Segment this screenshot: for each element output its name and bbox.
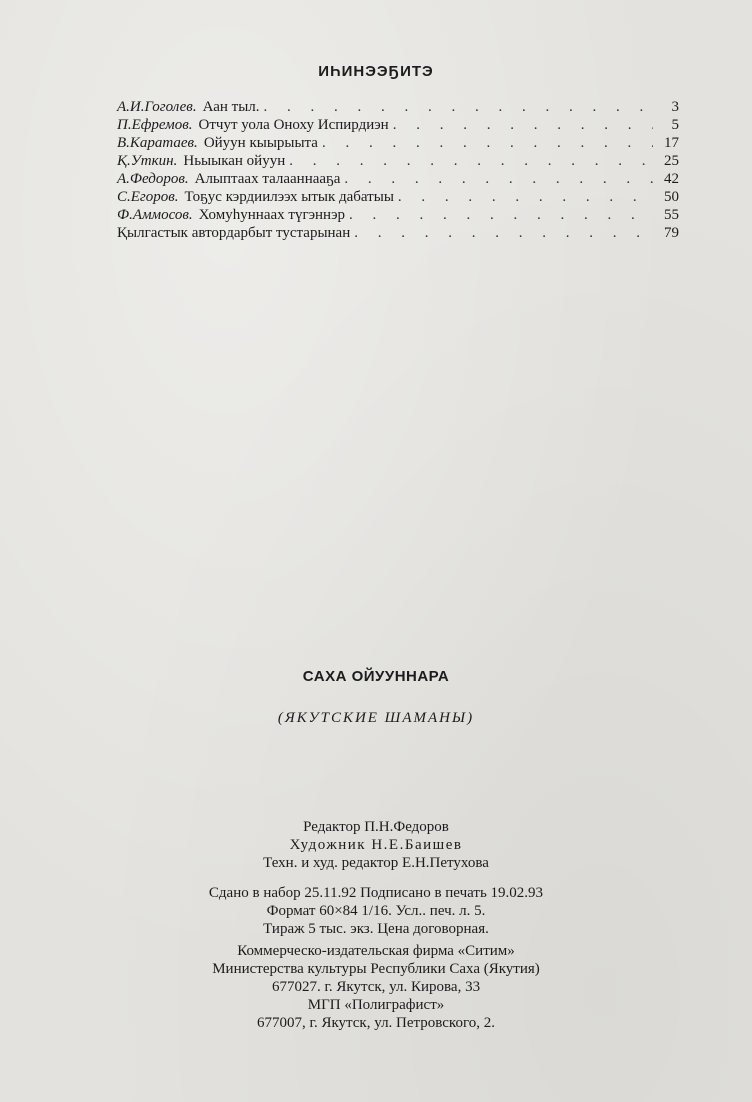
toc-leader-dots — [349, 206, 653, 224]
publisher-address: 677027. г. Якутск, ул. Кирова, 33 — [271, 979, 481, 995]
publisher-name: Коммерческо-издательская фирма «Ситим» — [237, 943, 515, 959]
toc-leader-dots — [393, 116, 653, 134]
toc-page-number: 55 — [664, 207, 679, 223]
publisher-block — [0, 942, 752, 1032]
printer-address: 677007, г. Якутск, ул. Петровского, 2. — [257, 1015, 495, 1031]
toc-entry — [117, 188, 679, 206]
print-info-block — [0, 884, 752, 938]
toc-author: Ф.Аммосов. — [117, 207, 193, 223]
toc-leader-dots — [322, 134, 653, 152]
toc-page-number: 25 — [664, 153, 679, 169]
toc-page-number: 79 — [664, 225, 679, 241]
toc-heading: ИҺИНЭЭҔИТЭ — [318, 63, 434, 80]
toc-entry — [117, 116, 679, 134]
toc-title: Аан тыл. — [202, 99, 260, 115]
toc-page-number: 5 — [671, 117, 679, 133]
toc-leader-dots — [354, 224, 653, 242]
toc-entry — [117, 206, 679, 224]
toc-author: А.И.Гоголев. — [117, 99, 197, 115]
book-title: САХА ОЙУУННАРА — [302, 668, 450, 685]
print-dates: Сдано в набор 25.11.92 Подписано в печать 19.02.93 — [208, 885, 544, 901]
toc-leader-dots — [264, 98, 653, 116]
artist-credit: Художник Н.Е.Баишев — [289, 837, 463, 853]
toc-title: Ойуун кыырыыта — [203, 135, 318, 151]
toc-page-number: 3 — [671, 99, 679, 115]
toc-author: С.Егоров. — [117, 189, 179, 205]
toc-leader-dots — [289, 152, 653, 170]
table-of-contents — [117, 98, 679, 242]
toc-title: Ньыыкан ойуун — [183, 153, 286, 169]
print-format: Формат 60×84 1/16. Усл.. печ. л. 5. — [266, 903, 486, 919]
printer-name: МГП «Полиграфист» — [307, 997, 445, 1013]
print-run: Тираж 5 тыс. экз. Цена договорная. — [263, 921, 489, 937]
publisher-ministry: Министерства культуры Республики Саха (Якутия) — [212, 961, 540, 977]
book-subtitle: (ЯКУТСКИЕ ШАМАНЫ) — [277, 710, 475, 726]
toc-entry — [117, 152, 679, 170]
toc-entry — [117, 134, 679, 152]
toc-leader-dots — [344, 170, 653, 188]
toc-author: Қ.Уткин. — [117, 153, 178, 169]
toc-page-number: 42 — [664, 171, 679, 187]
toc-author: В.Каратаев. — [117, 135, 198, 151]
toc-author: А.Федоров. — [117, 171, 189, 187]
credits-block — [0, 818, 752, 872]
toc-title: Отчут уола Оноху Испирдиэн — [198, 117, 389, 133]
toc-entry — [117, 98, 679, 116]
tech-editor-credit: Техн. и худ. редактор Е.Н.Петухова — [263, 855, 489, 871]
toc-leader-dots — [398, 188, 653, 206]
toc-entry — [117, 170, 679, 188]
editor-credit: Редактор П.Н.Федоров — [303, 819, 449, 835]
toc-page-number: 17 — [664, 135, 679, 151]
toc-title: Алыптаах талааннааҕа — [194, 171, 341, 187]
toc-author: П.Ефремов. — [117, 117, 193, 133]
toc-entry — [117, 224, 679, 242]
toc-title: Тоҕус кэрдиилээх ытык дабатыы — [184, 189, 394, 205]
toc-title: Хомуһуннаах түгэннэр — [198, 207, 346, 223]
toc-title: Қылгастык автордарбыт тустарынан — [117, 225, 351, 241]
toc-page-number: 50 — [664, 189, 679, 205]
